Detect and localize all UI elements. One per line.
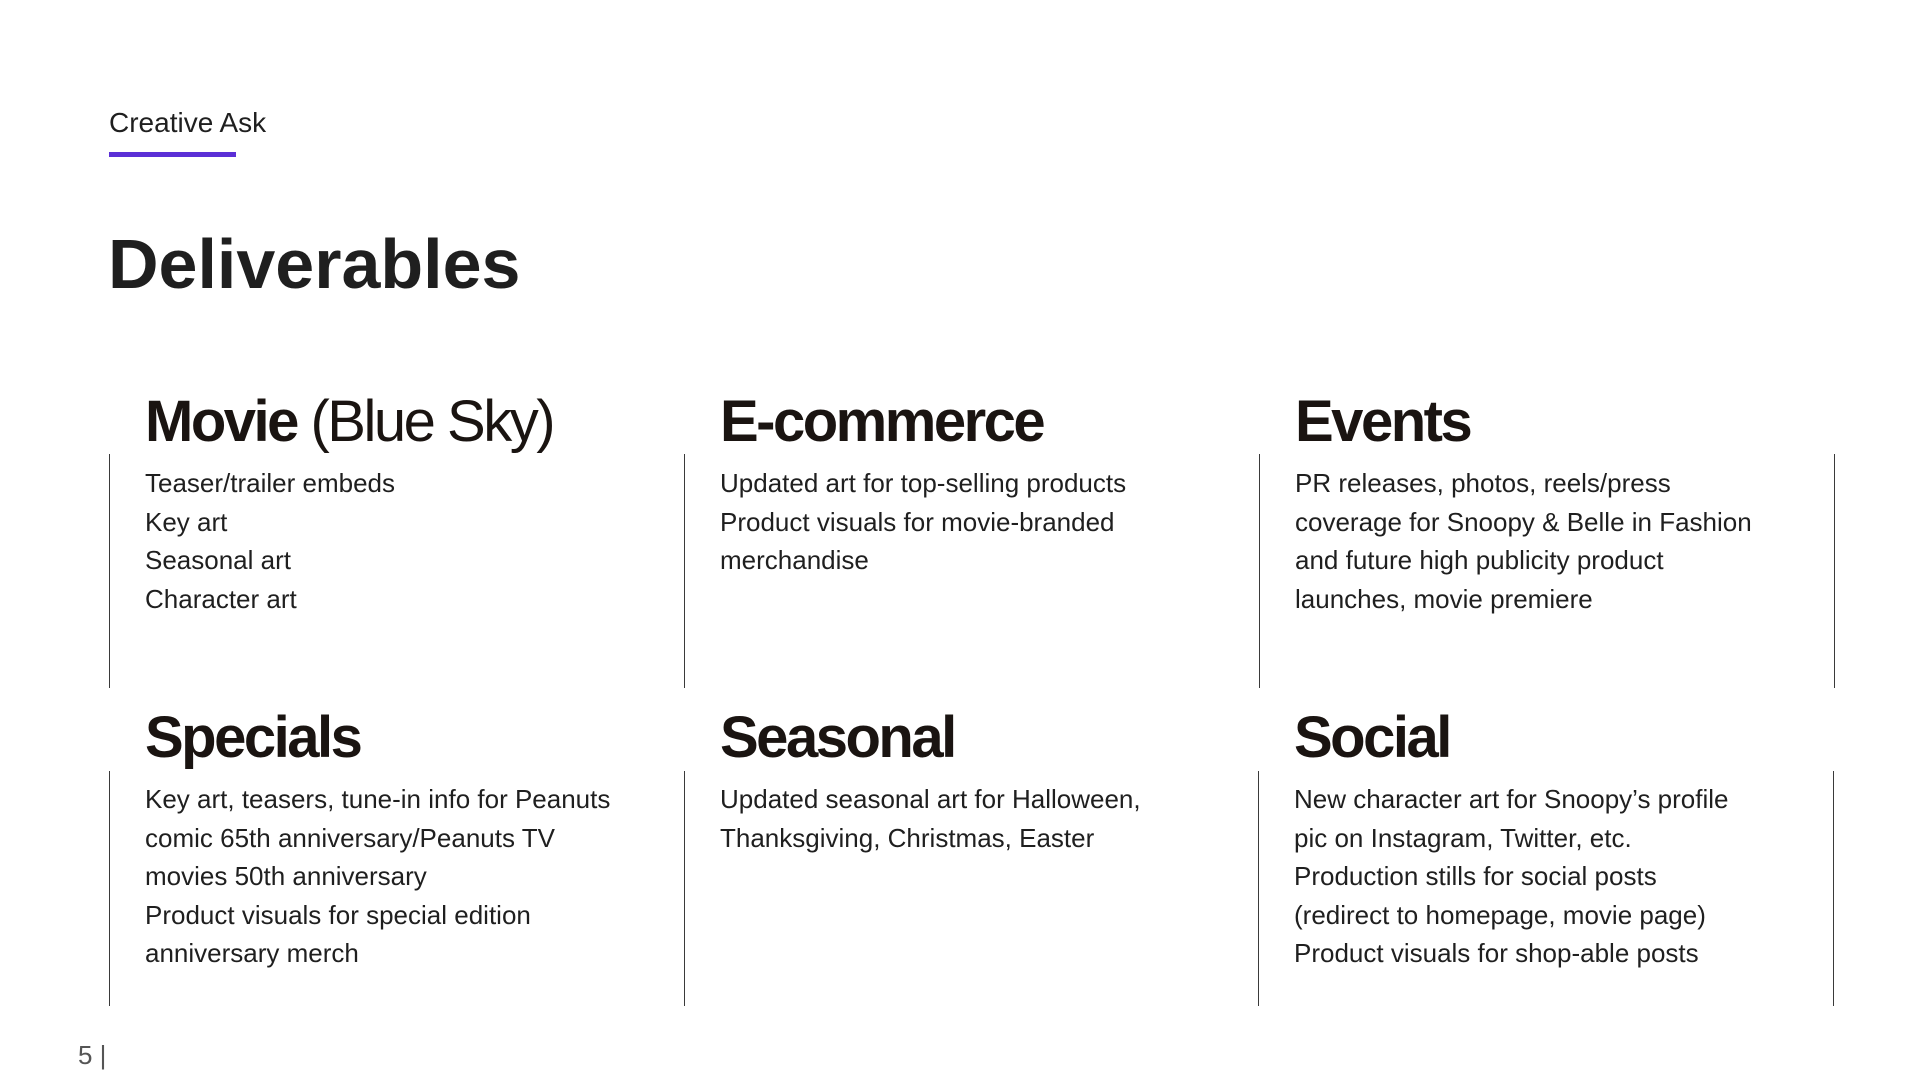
card-specials xyxy=(109,704,669,1004)
card-body xyxy=(720,464,1240,580)
card-movie xyxy=(109,388,669,688)
card-heading: Events xyxy=(1295,389,1471,454)
card-line: Key art xyxy=(145,506,228,537)
divider-line xyxy=(1834,454,1835,688)
card-line: and future high publicity product xyxy=(1295,545,1664,575)
card-body xyxy=(1294,780,1814,973)
card-line: movies 50th anniversary xyxy=(145,861,427,891)
card-heading: Seasonal xyxy=(720,705,955,770)
card-body xyxy=(1295,464,1815,618)
card-line: merchandise xyxy=(720,545,869,575)
card-line: New character art for Snoopy’s profile xyxy=(1294,784,1729,814)
divider-line xyxy=(684,771,685,1006)
card-line: coverage for Snoopy & Belle in Fashion xyxy=(1295,506,1752,537)
card-body xyxy=(145,780,665,973)
card-line: pic on Instagram, Twitter, etc. xyxy=(1294,822,1632,853)
card-heading-light: (Blue Sky) xyxy=(296,389,554,454)
card-line: anniversary merch xyxy=(145,938,359,968)
card-heading xyxy=(145,388,553,455)
card-line: Teaser/trailer embeds xyxy=(145,468,395,498)
page-title: Deliverables xyxy=(108,225,521,303)
card-heading: E-commerce xyxy=(720,389,1044,454)
divider-line xyxy=(1259,454,1260,688)
page-number: 5 | xyxy=(78,1040,107,1070)
card-line: Product visuals for special edition xyxy=(145,899,531,930)
card-line: Key art, teasers, tune-in info for Peanuts xyxy=(145,784,611,814)
divider-line xyxy=(1833,771,1834,1006)
card-line: Character art xyxy=(145,583,297,614)
card-seasonal xyxy=(684,704,1244,1004)
card-events xyxy=(1259,388,1819,688)
card-line: Production stills for social posts xyxy=(1294,861,1657,891)
card-line: PR releases, photos, reels/press xyxy=(1295,468,1671,498)
section-label: Creative Ask xyxy=(109,107,267,138)
card-line: Product visuals for movie-branded xyxy=(720,506,1115,537)
card-heading: Social xyxy=(1294,705,1450,770)
divider-line xyxy=(684,454,685,688)
card-social xyxy=(1258,704,1818,1004)
divider-line xyxy=(1258,771,1259,1006)
card-line: launches, movie premiere xyxy=(1295,583,1593,614)
section-underline xyxy=(109,152,236,157)
card-body xyxy=(720,780,1240,857)
divider-line xyxy=(109,771,110,1006)
card-heading-bold: Movie xyxy=(145,389,297,454)
card-body xyxy=(145,464,665,618)
card-ecommerce xyxy=(684,388,1244,688)
card-line: Seasonal art xyxy=(145,545,291,575)
card-heading: Specials xyxy=(145,705,361,770)
divider-line xyxy=(109,454,110,688)
card-line: comic 65th anniversary/Peanuts TV xyxy=(145,822,555,853)
card-line: Updated seasonal art for Halloween, xyxy=(720,784,1141,814)
card-line: Updated art for top-selling products xyxy=(720,468,1127,498)
card-line: Thanksgiving, Christmas, Easter xyxy=(720,822,1095,853)
card-line: Product visuals for shop-able posts xyxy=(1294,938,1699,968)
card-line: (redirect to homepage, movie page) xyxy=(1294,899,1706,930)
